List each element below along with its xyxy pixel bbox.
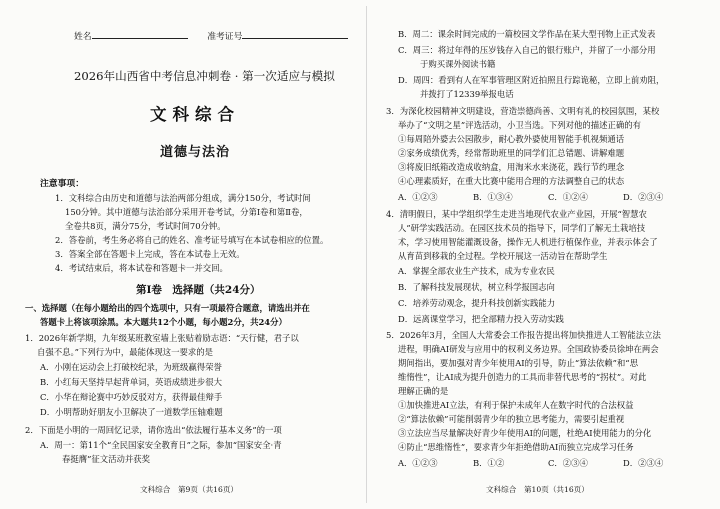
part-title: 第Ⅰ卷 选择题（共24分） bbox=[136, 284, 261, 296]
question-5-stem: 维惰性”，让AI成为提升创造力的工具而非替代思考的“拐杖”。对此 bbox=[398, 372, 647, 382]
question-2-stem: 2．下面是小明的一周回忆记录，请你选出“依法履行基本义务”的一项 bbox=[25, 425, 282, 435]
question-3-option: C．①②④ bbox=[548, 192, 588, 202]
candidate-info bbox=[74, 29, 348, 43]
notice-line: 4．考试结束后，将本试卷和答题卡一并交回。 bbox=[55, 263, 228, 273]
question-4-stem: 从育苗到移栽的全过程。学校开展这一活动旨在帮助学生 bbox=[398, 251, 608, 261]
question-3-option: B．①③④ bbox=[473, 192, 513, 202]
question-5-item: ③立法应当尽量解决好青少年使用AI的问题，杜绝AI使用能力的分化 bbox=[398, 428, 652, 438]
question-5-stem: 理解正确的是 bbox=[398, 386, 449, 396]
question-3-item: ③将废旧纸箱改造成收纳盒，用淘米水来浇花，践行节约理念 bbox=[398, 162, 625, 172]
question-2-option: 春挺膺”征文活动并获奖 bbox=[62, 454, 151, 464]
right-page bbox=[376, 0, 702, 509]
question-4-stem: 人”研学实践活动。在园区技术员的指导下，同学们了解无土栽培技 bbox=[398, 223, 646, 233]
question-1-option: B．小红每天坚持早起背单词，英语成绩进步很大 bbox=[40, 377, 223, 387]
exam-title: 2026年山西省中考信息冲刺卷 · 第一次适应与模拟 bbox=[74, 69, 335, 83]
page-fold bbox=[366, 6, 367, 503]
question-1-option: A．小刚在运动会上打破校纪录，为班级赢得荣誉 bbox=[40, 362, 222, 372]
question-5-option: A．①②③ bbox=[398, 458, 438, 468]
question-5-option: C．②③④ bbox=[548, 458, 588, 468]
notice-line: 1．文科综合由历史和道德与法治两部分组成，满分150分，考试时间 bbox=[55, 193, 311, 203]
left-page bbox=[25, 0, 358, 509]
sub-subject-title: 道德与法治 bbox=[160, 145, 231, 160]
question-5-stem: 期间指出，要加强对青少年使用AI的引导，防止“算法依赖”和“思 bbox=[398, 358, 638, 368]
question-5-item: ①加快推进AI立法，有利于保护未成年人在数字时代的合法权益 bbox=[398, 400, 634, 410]
question-4-option: A．掌握全部农业生产技术，成为专业农民 bbox=[398, 266, 555, 276]
question-3-option: A．①②③ bbox=[398, 192, 438, 202]
question-4-option: D．远离课堂学习，把全部精力投入劳动实践 bbox=[398, 314, 564, 324]
page-footer: 文科综合 第9页（共16页） bbox=[140, 485, 239, 494]
question-3-option: D．②③④ bbox=[623, 192, 664, 202]
question-5-item: ②“算法依赖”可能削弱青少年的独立思考能力，需要引起重视 bbox=[398, 414, 625, 424]
question-5-item: ④防止“思维惰性”，要求青少年拒绝借助AI而独立完成学习任务 bbox=[398, 442, 634, 452]
question-2-option: B．周二：课余时间完成的一篇校园文学作品在某大型刊物上正式发表 bbox=[398, 29, 656, 39]
question-3-item: ①每周陪外婆去公园散步，耐心教外婆使用智能手机视频通话 bbox=[398, 134, 625, 144]
part-instruction: 一、选择题（在每小题给出的四个选项中，只有一项最符合题意，请选出并在 bbox=[25, 303, 310, 313]
question-4-stem: 4．清明假日，某中学组织学生走进当地现代农业产业园，开展“智慧农 bbox=[386, 209, 647, 219]
question-3-stem: 举办了“文明之星”评选活动，小卫当选。下列对他的描述正确的有 bbox=[398, 120, 642, 130]
notice-title: 注意事项： bbox=[40, 179, 84, 189]
question-4-option: C．培养劳动观念，提升科技创新实践能力 bbox=[398, 298, 556, 308]
exam-no-field[interactable] bbox=[242, 29, 348, 39]
question-5-option: B．①② bbox=[473, 458, 505, 468]
question-2-option: 于购买课外阅读书籍 bbox=[420, 59, 496, 69]
page-footer: 文科综合 第10页（共16页） bbox=[486, 485, 589, 494]
notice-line: 2．答卷前，考生务必将自己的姓名、准考证号填写在本试卷相应的位置。 bbox=[55, 235, 329, 245]
notice-line: 全卷共8页，满分75分，考试时间70分钟。 bbox=[65, 221, 226, 231]
question-3-item: ②家务成绩优秀，经常帮助班里的同学们汇总错题、讲解难题 bbox=[398, 148, 625, 158]
question-3-stem: 3．为深化校园精神文明建设，营造崇德尚善、文明有礼的校园氛围，某校 bbox=[386, 106, 660, 116]
question-2-option: C．周三：将过年得的压岁钱存入自己的银行账户，并留了一小部分用 bbox=[398, 45, 656, 55]
question-4-option: B．了解科技发展现状，树立科学报国志向 bbox=[398, 282, 555, 292]
question-2-option: A．周一：第11个“全民国家安全教育日”之际，参加“国家安全·青 bbox=[40, 440, 282, 450]
question-3-item: ④心理素质好，在重大比赛中能用合理的方法调整自己的状态 bbox=[398, 176, 625, 186]
question-2-option: D．周四：看到有人在军事管理区附近拍照且行踪诡秘，立即上前劝阻， bbox=[398, 75, 665, 85]
part-instruction: 答题卡上将该项涂黑。本大题共12个小题，每小题2分，共24分） bbox=[40, 317, 287, 327]
question-4-stem: 术，学习使用智能灌溉设备，操作无人机进行植保作业，并表示体会了 bbox=[398, 237, 658, 247]
exam-no-label: 准考证号 bbox=[207, 32, 243, 42]
name-label: 姓名 bbox=[74, 32, 92, 42]
subject-title: 文科综合 bbox=[150, 105, 240, 124]
notice-line: 3．答案全部在答题卡上完成，答在本试卷上无效。 bbox=[55, 249, 245, 259]
question-2-option: 并拨打了12339举报电话 bbox=[420, 89, 514, 99]
question-1-stem: 1．2026年新学期，九年级某班教室墙上张贴着励志语：“天行健，君子以 bbox=[25, 333, 299, 343]
question-5-option: D．②③④ bbox=[623, 458, 664, 468]
question-5-stem: 进程，明确AI研发与应用中的权利义务边界。全国政协委员徐坤在两会 bbox=[398, 344, 659, 354]
question-5-stem: 5．2026年3月，全国人大常委会工作报告提出将加快推进人工智能法立法 bbox=[386, 330, 661, 340]
name-field[interactable] bbox=[92, 29, 188, 39]
notice-line: 150分钟。其中道德与法治部分采用开卷考试，分第Ⅰ卷和第Ⅱ卷， bbox=[65, 207, 308, 217]
question-1-option: C．小华在辩论赛中巧妙反驳对方，获得最佳辩手 bbox=[40, 392, 223, 402]
question-1-option: D．小明帮助好朋友小卫解决了一道数学压轴难题 bbox=[40, 407, 223, 417]
question-1-stem: 自强不息。”下列行为中，最能体现这一要求的是 bbox=[37, 347, 213, 357]
